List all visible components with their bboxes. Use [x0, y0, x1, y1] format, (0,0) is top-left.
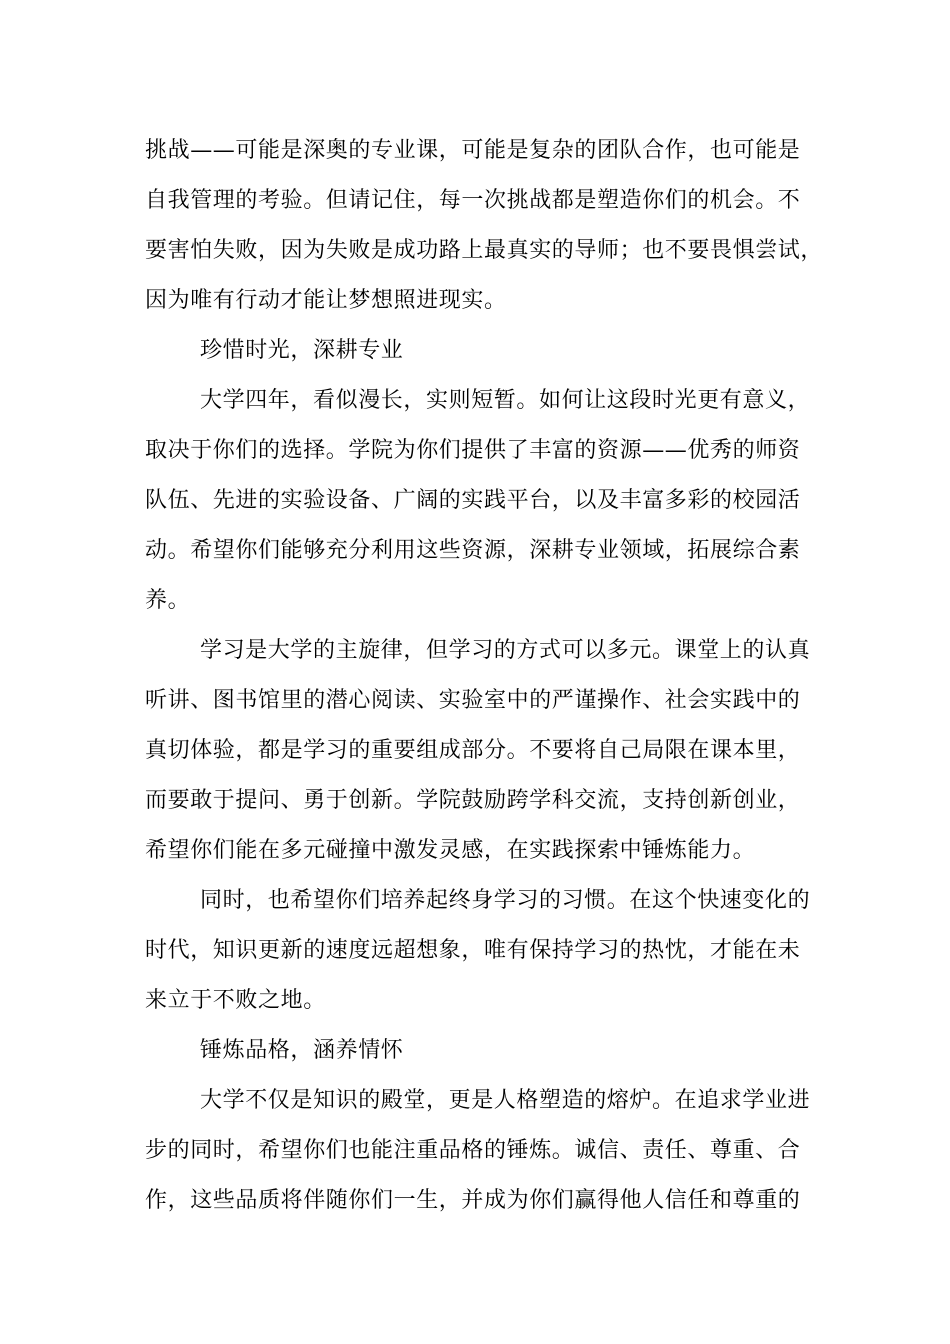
text-line: 而要敢于提问、勇于创新。学院鼓励跨学科交流，支持创新创业， — [145, 788, 801, 813]
text-line: 时代，知识更新的速度远超想象，唯有保持学习的热忱，才能在未 — [145, 938, 801, 963]
text-line: 来立于不败之地。 — [145, 988, 326, 1013]
text-line: 因为唯有行动才能让梦想照进现实。 — [145, 288, 507, 313]
text-line: 真切体验，都是学习的重要组成部分。不要将自己局限在课本里， — [145, 738, 801, 763]
text-line: 学习是大学的主旋律，但学习的方式可以多元。课堂上的认真 — [200, 638, 811, 663]
text-line: 步的同时，希望你们也能注重品格的锤炼。诚信、责任、尊重、合 — [145, 1138, 801, 1163]
text-line: 作，这些品质将伴随你们一生，并成为你们赢得他人信任和尊重的 — [145, 1188, 801, 1213]
text-line: 听讲、图书馆里的潜心阅读、实验室中的严谨操作、社会实践中的 — [145, 688, 801, 713]
text-line: 动。希望你们能够充分利用这些资源，深耕专业领域，拓展综合素 — [145, 538, 801, 563]
text-line: 挑战——可能是深奥的专业课，可能是复杂的团队合作，也可能是 — [145, 138, 801, 163]
text-line: 大学四年，看似漫长，实则短暂。如何让这段时光更有意义， — [200, 388, 811, 413]
text-line: 队伍、先进的实验设备、广阔的实践平台，以及丰富多彩的校园活 — [145, 488, 801, 513]
text-line: 取决于你们的选择。学院为你们提供了丰富的资源——优秀的师资 — [145, 438, 801, 463]
section-heading: 锤炼品格，涵养情怀 — [200, 1038, 404, 1063]
text-line: 大学不仅是知识的殿堂，更是人格塑造的熔炉。在追求学业进 — [200, 1088, 811, 1113]
text-line: 自我管理的考验。但请记住，每一次挑战都是塑造你们的机会。不 — [145, 188, 801, 213]
text-line: 同时，也希望你们培养起终身学习的习惯。在这个快速变化的 — [200, 888, 811, 913]
text-line: 养。 — [145, 588, 191, 613]
text-line: 要害怕失败，因为失败是成功路上最真实的导师；也不要畏惧尝试， — [145, 238, 824, 263]
section-heading: 珍惜时光，深耕专业 — [200, 338, 404, 363]
text-line: 希望你们能在多元碰撞中激发灵感，在实践探索中锤炼能力。 — [145, 838, 756, 863]
